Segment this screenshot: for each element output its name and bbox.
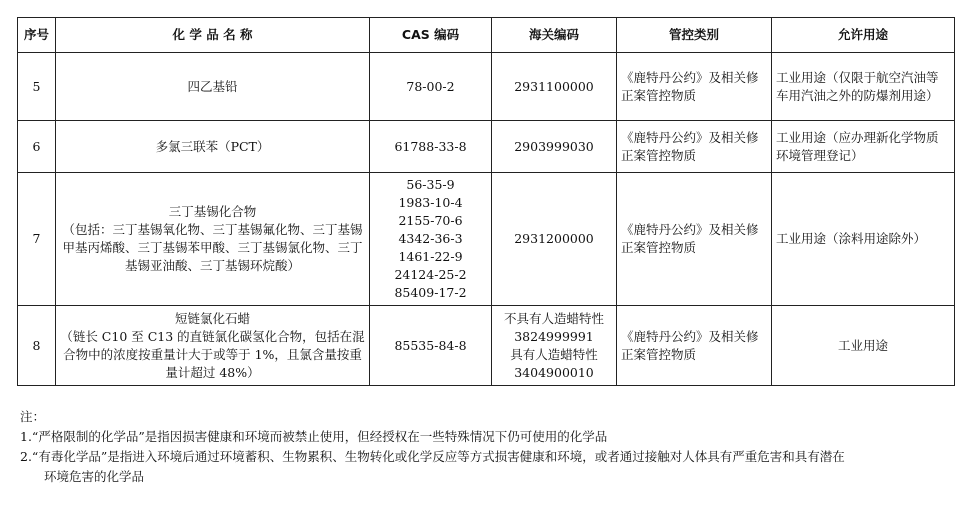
chemical-name-title: 三丁基锡化合物	[168, 204, 257, 219]
table-row	[18, 53, 955, 121]
table-row	[18, 121, 955, 173]
row-chemical-name	[56, 173, 370, 306]
row-customs: 2903999030	[492, 121, 617, 173]
footnote-item-continuation: 环境危害的化学品	[44, 469, 145, 484]
table-row	[18, 306, 955, 386]
row-seq: 5	[18, 53, 56, 121]
footnotes-title: 注：	[20, 409, 46, 424]
header-use: 允许用途	[772, 18, 955, 53]
row-chemical-name: 多氯三联苯（PCT）	[56, 121, 370, 173]
row-cas: 56-35-9 1983-10-4 2155-70-6 4342-36-3 1461-22-9 24124-25-2 85409-17-2	[370, 173, 492, 306]
footnotes	[20, 407, 955, 487]
footnote-item: 2.“有毒化学品”是指进入环境后通过环境蓄积、生物累积、生物转化或化学反应等方式损害健康和环境，或者通过接触对人体具有严重危害和具有潜在	[20, 449, 845, 464]
row-customs: 2931200000	[492, 173, 617, 306]
row-seq: 7	[18, 173, 56, 306]
row-use: 工业用途（涂料用途除外）	[772, 173, 955, 306]
row-use: 工业用途	[772, 306, 955, 386]
row-cas: 61788-33-8	[370, 121, 492, 173]
row-use: 工业用途（仅限于航空汽油等车用汽油之外的防爆剂用途）	[772, 53, 955, 121]
table-row	[18, 173, 955, 306]
header-name: 化 学 品 名 称	[56, 18, 370, 53]
row-seq: 6	[18, 121, 56, 173]
chemical-name-detail: （链长 C10 至 C13 的直链氯化碳氢化合物，包括在混合物中的浓度按重量计大于或等于 1%，且氯含量按重量计超过 48%）	[60, 328, 365, 380]
row-cas: 85535-84-8	[370, 306, 492, 386]
row-customs: 不具有人造蜡特性 3824999991 具有人造蜡特性 3404900010	[492, 306, 617, 386]
table-header-row	[18, 18, 955, 53]
row-chemical-name	[56, 306, 370, 386]
row-control: 《鹿特丹公约》及相关修正案管控物质	[617, 173, 772, 306]
chemical-control-table	[17, 17, 955, 386]
row-use: 工业用途（应办理新化学物质环境管理登记）	[772, 121, 955, 173]
footnote-item: 1.“严格限制的化学品”是指因损害健康和环境而被禁止使用，但经授权在一些特殊情况下仍可使用的化学品	[20, 429, 608, 444]
header-seq: 序号	[18, 18, 56, 53]
chemical-name-detail: （包括：三丁基锡氧化物、三丁基锡氟化物、三丁基锡甲基丙烯酸、三丁基锡苯甲酸、三丁基锡氯化物、三丁基锡亚油酸、三丁基锡环烷酸）	[62, 222, 363, 273]
row-chemical-name: 四乙基铅	[56, 53, 370, 121]
row-control: 《鹿特丹公约》及相关修正案管控物质	[617, 53, 772, 121]
row-control: 《鹿特丹公约》及相关修正案管控物质	[617, 306, 772, 386]
row-customs: 2931100000	[492, 53, 617, 121]
header-cas: CAS 编码	[370, 18, 492, 53]
row-control: 《鹿特丹公约》及相关修正案管控物质	[617, 121, 772, 173]
row-cas: 78-00-2	[370, 53, 492, 121]
chemical-name-title: 短链氯化石蜡	[174, 310, 250, 326]
header-control: 管控类别	[617, 18, 772, 53]
row-seq: 8	[18, 306, 56, 386]
header-customs: 海关编码	[492, 18, 617, 53]
